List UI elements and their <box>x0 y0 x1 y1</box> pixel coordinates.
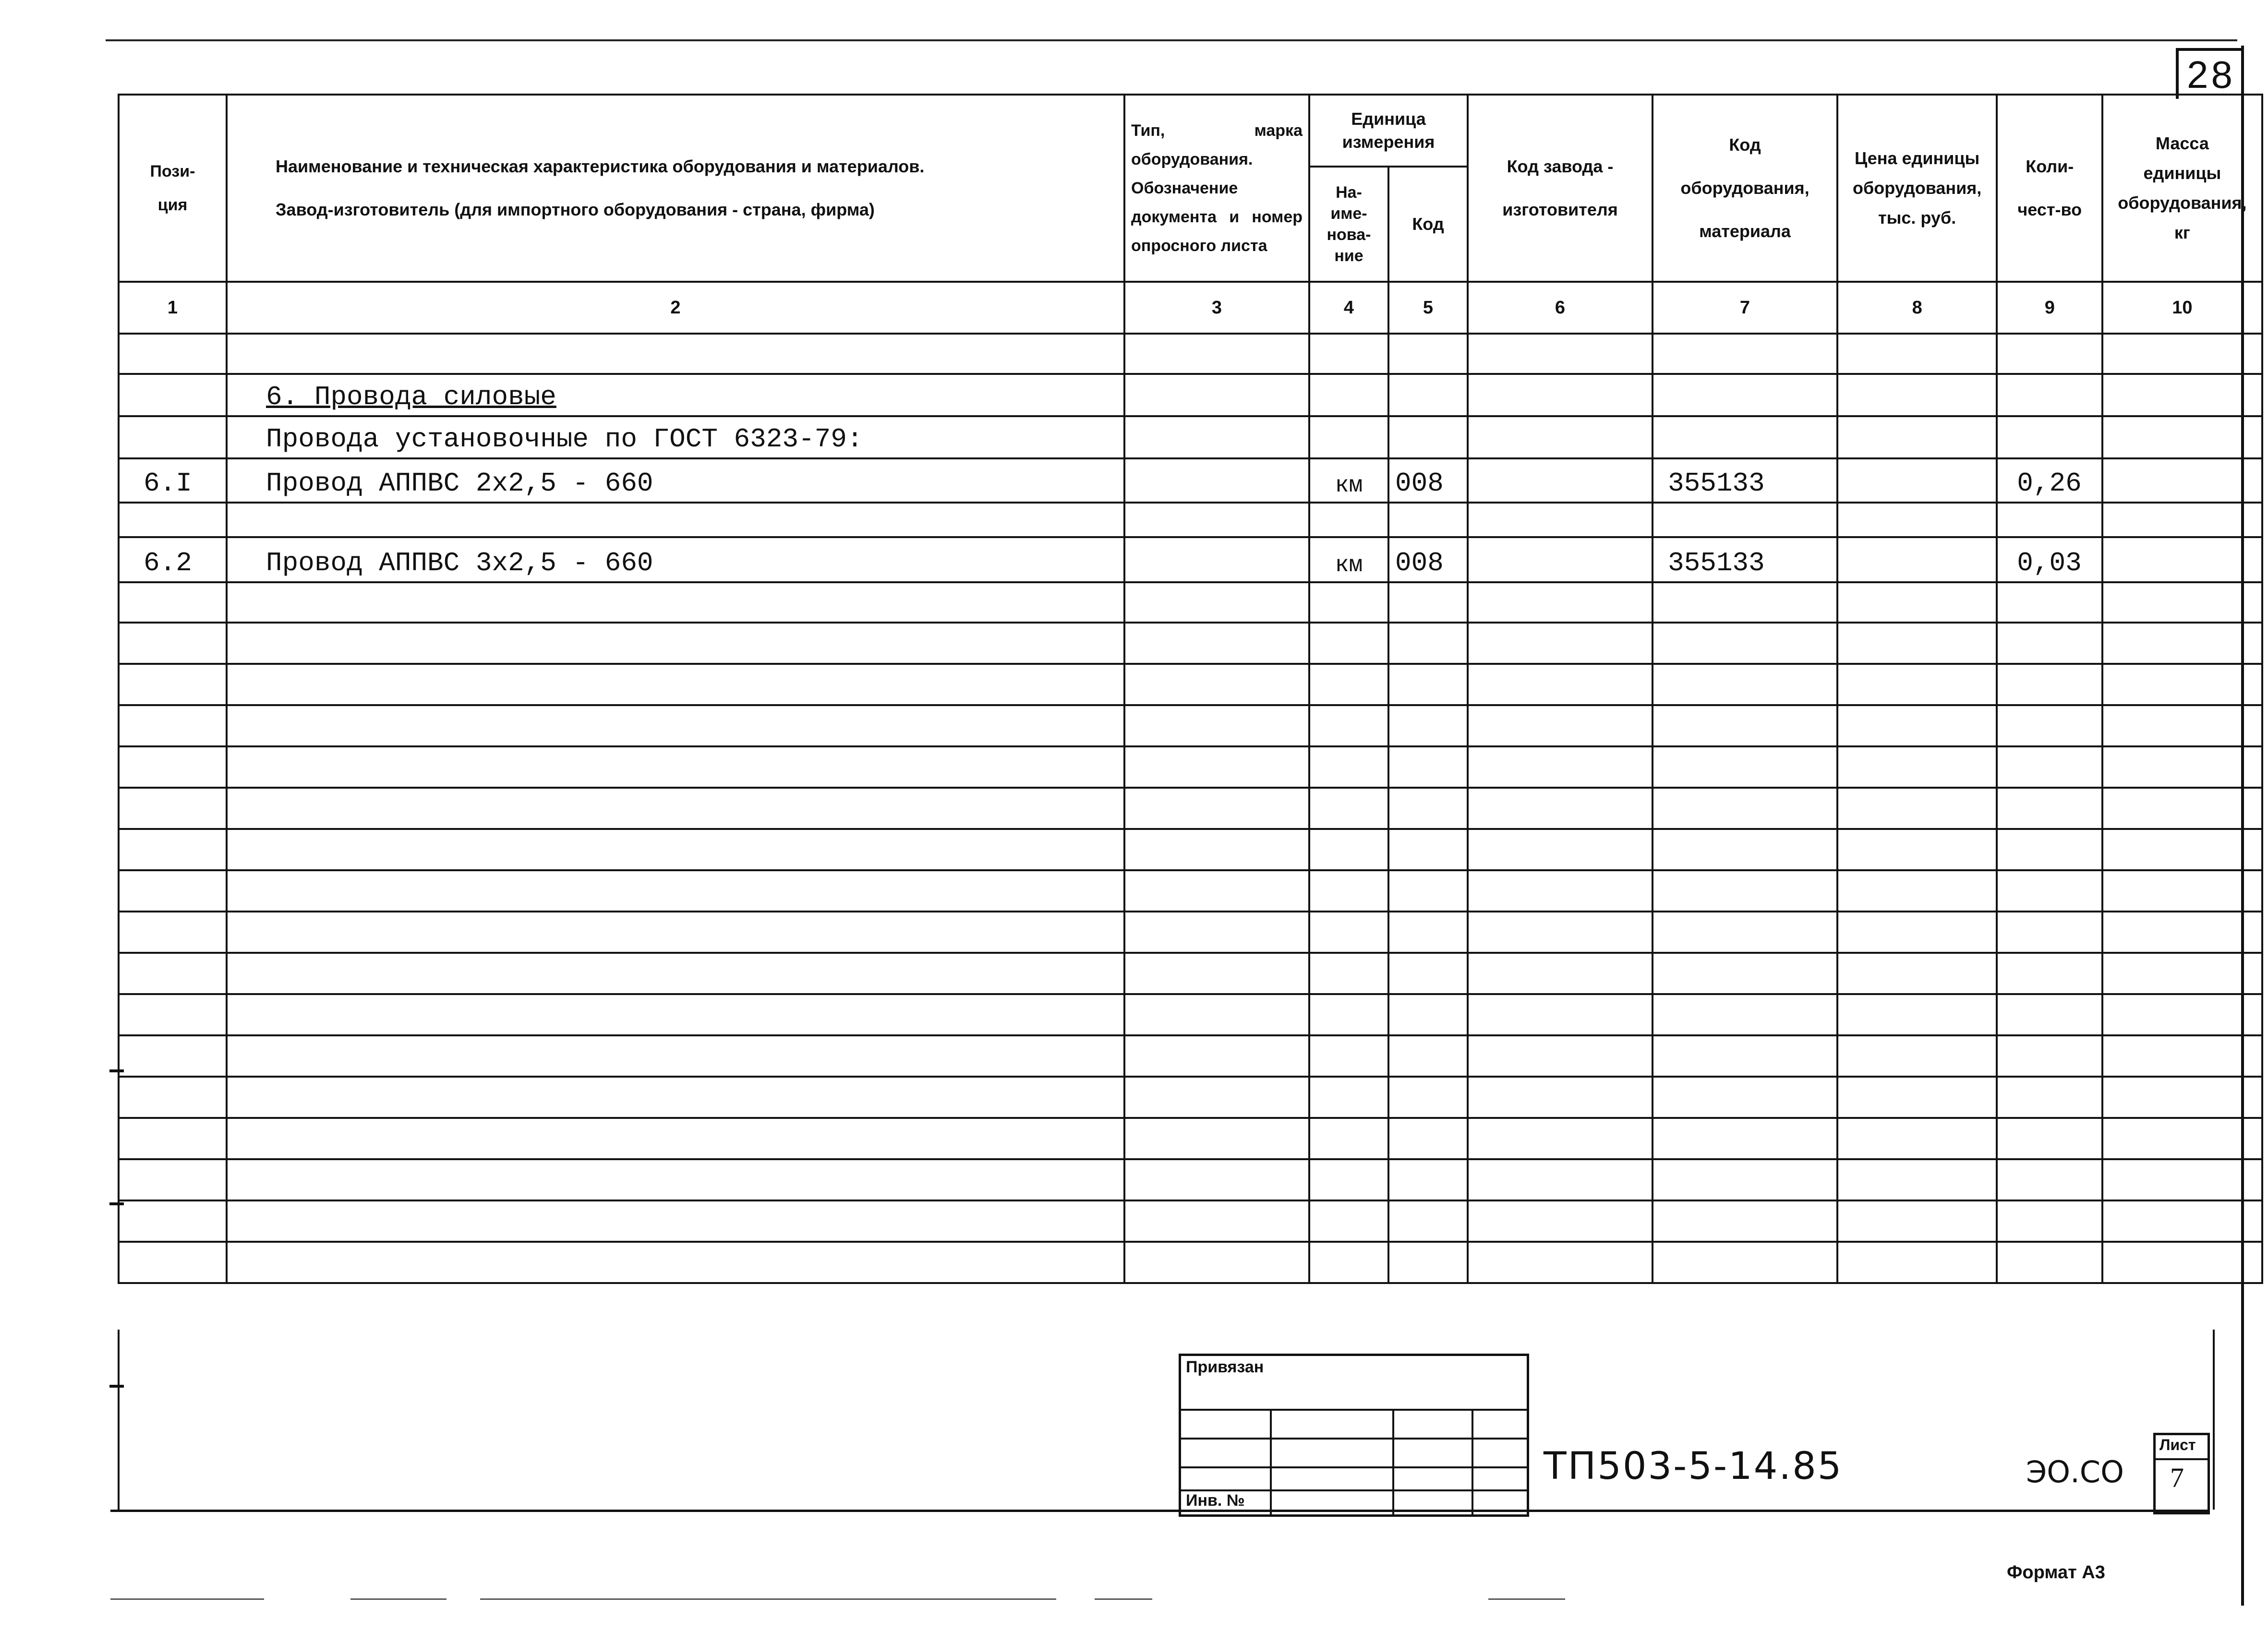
row-type <box>1124 458 1309 503</box>
scan-artifact-line <box>110 1598 264 1600</box>
scan-artifact-line <box>1095 1598 1152 1600</box>
bottom-border <box>110 1510 2208 1512</box>
row-name: Провод АППВС 3х2,5 - 660 <box>227 537 1124 582</box>
table-row <box>119 334 2262 374</box>
stamp-bound-label: Привязан <box>1186 1358 1264 1376</box>
header-type: Тип, марка оборудования. Обозначение документа и номер опросного листа <box>1124 95 1309 282</box>
specification-table <box>118 94 2263 1284</box>
binding-stamp <box>1179 1354 1529 1517</box>
column-number: 8 <box>1837 282 1997 334</box>
format-label: Формат А3 <box>2007 1562 2105 1583</box>
column-number: 4 <box>1309 282 1388 334</box>
column-number: 10 <box>2102 282 2262 334</box>
header-unit-code: Код <box>1388 167 1468 282</box>
top-rule <box>106 39 2237 41</box>
table-row <box>119 537 2262 582</box>
margin-tick <box>109 1202 124 1205</box>
table-row <box>119 416 2262 458</box>
row-quantity: 0,26 <box>1997 458 2102 503</box>
header-position: Пози- ция <box>119 95 227 282</box>
header-price: Цена единицы оборудования, тыс. руб. <box>1837 95 1997 282</box>
scan-artifact-line <box>350 1598 446 1600</box>
column-number: 2 <box>227 282 1124 334</box>
margin-tick <box>109 1069 124 1072</box>
row-price <box>1837 537 1997 582</box>
header-plant-code: Код завода - изготовителя <box>1468 95 1653 282</box>
row-unit: км <box>1309 537 1388 582</box>
section-title: 6. Провода силовые <box>266 382 556 412</box>
row-plant-code <box>1468 458 1653 503</box>
table-row <box>119 503 2262 537</box>
header-mass: Масса единицы оборудования, кг <box>2102 95 2262 282</box>
row-price <box>1837 458 1997 503</box>
margin-tick <box>109 1385 124 1388</box>
row-position: 6.2 <box>119 537 227 582</box>
row-name: Провод АППВС 2х2,5 - 660 <box>227 458 1124 503</box>
row-mass <box>2102 537 2262 582</box>
header-name-line1: Наименование и техническая характеристика оборудования и материалов. <box>276 156 925 176</box>
column-number: 3 <box>1124 282 1309 334</box>
header-equip-code: Код оборудования, материала <box>1653 95 1837 282</box>
row-type <box>1124 537 1309 582</box>
row-mass <box>2102 458 2262 503</box>
row-position: 6.I <box>119 458 227 503</box>
stamp-inv-label: Инв. № <box>1186 1491 1245 1510</box>
sheet-label: Лист <box>2159 1436 2196 1453</box>
document-code: ТП503-5-14.85 <box>1544 1445 1843 1488</box>
column-number: 6 <box>1468 282 1653 334</box>
header-quantity: Коли-чест-во <box>1997 95 2102 282</box>
column-number: 5 <box>1388 282 1468 334</box>
bottom-frame <box>118 1330 2215 1510</box>
header-unit: Единица измерения <box>1309 95 1468 167</box>
column-number: 9 <box>1997 282 2102 334</box>
row-unit: км <box>1309 458 1388 503</box>
scan-artifact-line <box>480 1598 1056 1600</box>
row-unit-code: 008 <box>1388 537 1468 582</box>
column-number: 1 <box>119 282 227 334</box>
page-number: 28 <box>2176 48 2244 99</box>
table-row <box>119 458 2262 503</box>
row-name: Провода установочные по ГОСТ 6323-79: <box>227 416 1124 458</box>
row-material-code: 355133 <box>1653 458 1837 503</box>
row-unit-code: 008 <box>1388 458 1468 503</box>
column-number: 7 <box>1653 282 1837 334</box>
row-plant-code <box>1468 537 1653 582</box>
sheet-box <box>2153 1433 2210 1514</box>
row-quantity: 0,03 <box>1997 537 2102 582</box>
header-name <box>227 95 1124 282</box>
scan-artifact-line <box>1488 1598 1565 1600</box>
header-name-line2: Завод-изготовитель (для импортного оборудования - страна, фирма) <box>276 200 875 219</box>
document-suffix: ЭО.СО <box>2026 1454 2124 1489</box>
header-unit-name: На-име-нова-ние <box>1309 167 1388 282</box>
table-row <box>119 374 2262 416</box>
sheet-number: 7 <box>2170 1462 2184 1493</box>
row-material-code: 355133 <box>1653 537 1837 582</box>
